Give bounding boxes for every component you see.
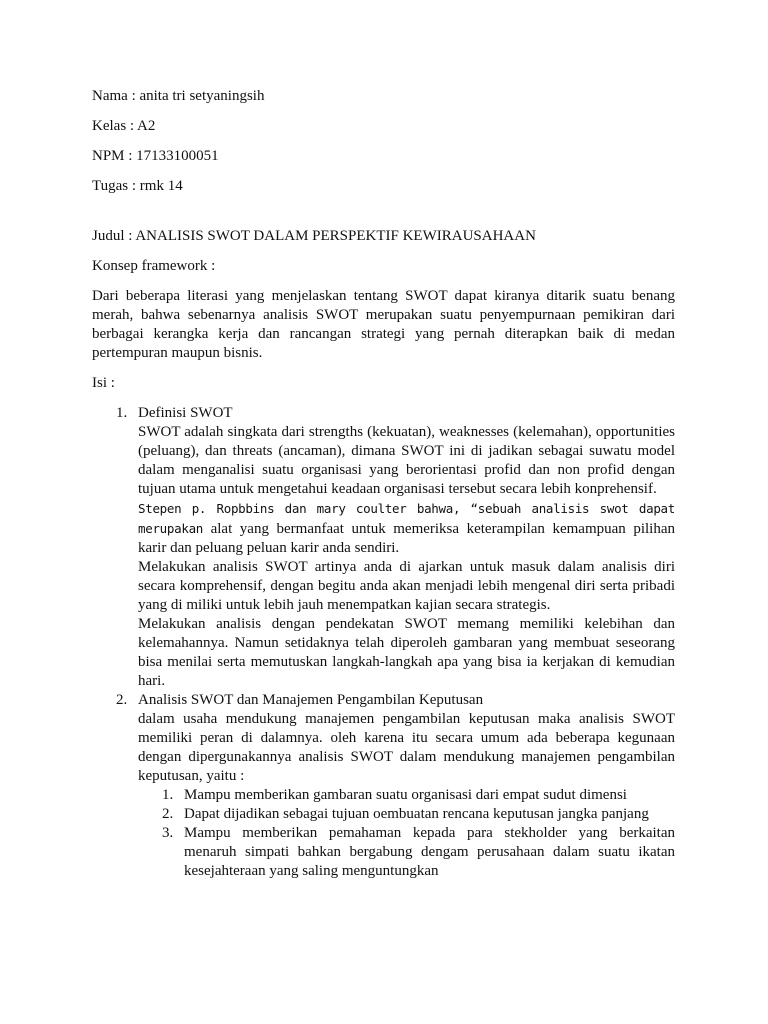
tugas-line: Tugas : rmk 14 [92, 178, 183, 194]
isi-item-manajemen [92, 691, 675, 881]
kegunaan-item [138, 786, 675, 805]
spacer [92, 207, 675, 227]
kegunaan-text: Dapat dijadikan sebagai tujuan oembuatan rencana keputusan jangka panjang [184, 806, 649, 822]
list-number: 1. [162, 787, 174, 803]
item-title: Analisis SWOT dan Manajemen Pengambilan Keputusan [138, 692, 484, 708]
konsep-paragraph: Dari beberapa literasi yang menjelaskan tentang SWOT dapat kiranya ditarik suatu benang merah, bahwa sebenarnya analisis SWOT merupakan suatu penyempurnaan pemikiran dari berbagai kerangka kerja dan rancangan strategi yang pernah diterapkan baik di medan pertempuran maupun bisnis. [92, 288, 675, 361]
list-number: 2. [116, 692, 128, 708]
nama-line: Nama : anita tri setyaningsih [92, 88, 265, 104]
judul-line: Judul : ANALISIS SWOT DALAM PERSPEKTIF KEWIRAUSAHAAN [92, 228, 536, 244]
definisi-paragraph-1: SWOT adalah singkata dari strengths (kekuatan), weaknesses (kelemahan), opportunities (peluang), dan threats (ancaman), dimana SWOT ini di jadikan sebagai suwatu model dalam menganalisi suatu organisasi yang berorientasi profid dan non profid dengan tujuan utama untuk mengetahui keadaan organisasi tersebut secara lebih konprehensif. [138, 424, 675, 497]
definisi-paragraph-2 [138, 499, 675, 558]
kegunaan-item [138, 824, 675, 881]
definisi-paragraph-3: Melakukan analisis SWOT artinya anda di ajarkan untuk masuk dalam analisis diri secara komprehensif, dengan begitu anda akan menjadi lebih mengenal diri serta pribadi yang di miliki untuk lebih jauh menempatkan kajian secara strategis. [138, 559, 675, 613]
konsep-label: Konsep framework : [92, 258, 216, 274]
quote-continuation: alat yang bermanfaat untuk memeriksa keterampilan kemampuan pilihan karir dan peluang peluan karir anda sendiri. [138, 521, 675, 556]
isi-label: Isi : [92, 375, 115, 391]
handwritten-quote: Stepen p. Ropbbins dan mary coulter bahwa, “sebuah analisis swot dapat merupakan [138, 501, 675, 536]
list-number: 2. [162, 806, 174, 822]
kegunaan-item [138, 805, 675, 824]
list-number: 3. [162, 825, 174, 841]
kegunaan-text: Mampu memberikan pemahaman kepada para stekholder yang berkaitan menaruh simpati bahkan bergabung dengam perusahaan dalam suatu ikatan kesejahteraan yang saling menguntungkan [184, 825, 675, 879]
list-number: 1. [116, 405, 128, 421]
manajemen-paragraph: dalam usaha mendukung manajemen pengambilan keputusan maka analisis SWOT memiliki peran di dalamnya. oleh karena itu secara umum ada beberapa kegunaan dengan dipergunakannya analisis SWOT dalam mendukung manajemen pengambilan keputusan, yaitu : [138, 711, 675, 784]
kelas-line: Kelas : A2 [92, 118, 156, 134]
kegunaan-list [138, 786, 675, 881]
npm-line: NPM : 17133100051 [92, 148, 219, 164]
isi-list [92, 404, 675, 881]
definisi-paragraph-4: Melakukan analisis dengan pendekatan SWOT memang memiliki kelebihan dan kelemahannya. Namun setidaknya telah diperoleh gambaran yang membuat seseorang bisa menilai serta memutuskan langkah-langkah apa yang bisa ia kerjakan di kemudian hari. [138, 616, 675, 689]
isi-item-definisi [92, 404, 675, 691]
item-title: Definisi SWOT [138, 405, 233, 421]
kegunaan-text: Mampu memberikan gambaran suatu organisasi dari empat sudut dimensi [184, 787, 627, 803]
document-body [92, 87, 675, 881]
